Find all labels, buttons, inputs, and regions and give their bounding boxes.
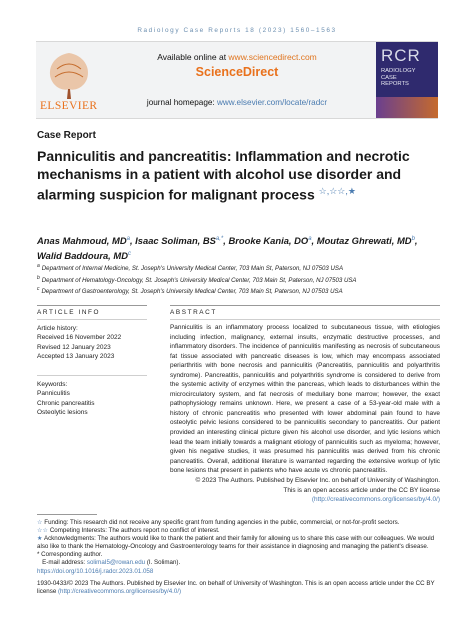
footnote-text: Acknowledgments: The authors would like to thank the patient and their family for allowing us to share this case with our colleagues. We would also like to thank the Hematology-Oncology and Gastroenterology teams for their assistance in diagnosing and managing the patient's disease. [37, 535, 435, 551]
article-type: Case Report [37, 130, 96, 141]
abstract-heading: ABSTRACT [170, 309, 217, 316]
article-title: Panniculitis and pancreatitis: Inflammation and necrotic mechanisms in a patient with alcohol use disorder and alarming suspicion for malignant process [37, 148, 410, 203]
keyword-item: Chronic pancreatitis [37, 399, 95, 407]
abstract-top-rule [170, 305, 440, 306]
keyword-item: Panniculitis [37, 390, 70, 398]
article-history [37, 324, 147, 361]
footnote-mark: ☆ [37, 519, 43, 526]
issn-text: 1930-0433/© 2023 The Authors. Published by Elsevier Inc. on behalf of University of Washington. This is an open access article under the CC BY license [37, 579, 435, 595]
issn-statement [37, 580, 439, 596]
sciencedirect-logo: ScienceDirect [195, 65, 279, 79]
author-name[interactable]: Walid Baddoura, MD [37, 249, 128, 261]
journal-homepage-link[interactable]: www.elsevier.com/locate/radcr [216, 98, 328, 107]
email-label: E-mail address: [42, 559, 87, 567]
corresponding-author-footnote [37, 551, 439, 559]
author-affiliation-mark[interactable]: a [126, 236, 130, 242]
license-link[interactable]: (http://creativecommons.org/licenses/by/4.0/) [311, 496, 440, 503]
affiliation-text: Department of Internal Medicine, St. Joseph's University Medical Center, 703 Main St, Paterson, NJ 07503 USA [41, 265, 344, 273]
article-info-heading: ARTICLE INFO [37, 309, 101, 316]
author-name[interactable]: Isaac Soliman, BS [135, 235, 216, 247]
cover-abbreviation: RCR [381, 46, 421, 65]
affiliation-text: Department of Hematology-Oncology, St. Joseph's University Medical Center, 703 Main St, Paterson, NJ 07503 USA [41, 276, 357, 284]
history-accepted: Accepted 13 January 2023 [37, 352, 115, 360]
keywords-separator-rule [37, 375, 147, 376]
affiliation-item [37, 285, 437, 297]
footnote-separator-rule [37, 514, 97, 515]
acknowledgments-footnote [37, 535, 439, 551]
abstract-heading-rule [170, 319, 440, 320]
affiliation-key: a [37, 263, 40, 269]
affiliation-text: Department of Gastroenterology, St. Joseph's University Medical Center, 703 Main St, Paterson, NJ 07503 USA [41, 288, 343, 296]
author-list: Anas Mahmoud, $MD^a$, Isaac Soliman, $BS^{a,*}$, Brooke Kania, $DO^a$, Moutaz Ghrewati, $MD^b$, Walid Baddoura, $MD^c$ [37, 235, 418, 261]
footnote-text: Funding: This research did not receive any specific grant from funding agencies in the public, commercial, or not-for-profit sectors. [44, 519, 400, 526]
history-received: Received 16 November 2022 [37, 334, 122, 342]
affiliation-list [37, 262, 437, 297]
journal-homepage-label: journal homepage: [146, 98, 217, 107]
footnotes [37, 519, 439, 596]
keyword-item: Osteolytic lesions [37, 408, 88, 416]
author-affiliation-mark[interactable]: b [411, 236, 415, 242]
affiliation-key: c [37, 286, 40, 293]
footnote-mark: ☆☆ [37, 527, 49, 535]
license-line: This is an open access article under the CC BY license [283, 486, 440, 494]
article-history-label: Article history: [37, 325, 78, 332]
keywords-label: Keywords: [37, 381, 68, 388]
abstract-body: Panniculitis is an inflammatory process localized to subcutaneous tissue, with etiologies including infection, malignancy, external insults, enzymatic destructive processes, and inflammatory disorders. The incidence of panniculitis manifesting as necrosis of subcutaneous fat tissue associated with pancreatic diseases is low, which may encompass associated periarthritis with bone necrosis and panniculitis (Pancreatitis, panniculitis and polyarthritis syndrome). Pancreatitis, panniculitis and polyarthritis syndrome is considered to derive from the systemic activity of enzymes within the pancreas, which leads to disturbances within the microcirculatory system, and fat necrosis of medullary bone marrow; however, the exact pathophysiology remains unknown. Here, we present a case of a 53-year-old male with a history of chronic pancreatitis who presented with lower abdominal pain found to have osteolytic pelvic lesions considered to be panniculitis secondary to pancreatitis. Our patient provided an interesting clinical picture given his alcohol use disorder, and lytic lesions which lead the team initially towards a malignant etiology of panniculitis such as myeloma; however, given his negative studies, it was presumed his panniculitis was derived from his chronic pancreatitis. Overall, additional literature is warranted regarding the extensive workup of lytic bone lesions that present in patients who have acute vs chronic pancreatitis. [170, 324, 440, 475]
author-affiliation-mark[interactable]: a,* [215, 236, 224, 242]
affiliation-item [37, 274, 437, 286]
author-name[interactable]: Moutaz Ghrewati, MD [316, 235, 412, 247]
footnote-mark: * [37, 551, 40, 559]
email-suffix: (I. Soliman). [145, 559, 181, 567]
doi-link[interactable]: https://doi.org/10.1016/j.radcr.2023.01.058 [37, 567, 154, 575]
footnote-mark: ★ [37, 535, 43, 543]
available-online-label: Available online at [157, 52, 229, 62]
journal-cover-image [376, 42, 438, 118]
affiliation-key: b [37, 274, 40, 281]
funding-footnote [37, 519, 439, 527]
article-info-top-rule [37, 305, 147, 306]
license-block [170, 476, 440, 505]
cover-title: RADIOLOGY CASE REPORTS [381, 68, 416, 88]
email-footnote [37, 559, 439, 567]
journal-reference: Radiology Case Reports 18 (2023) 1560–1563 [137, 27, 337, 34]
affiliation-item [37, 262, 437, 274]
footnote-text: Corresponding author. [41, 551, 103, 559]
article-title-block [37, 148, 442, 204]
email-link[interactable]: solimaI5@rowan.edu [86, 559, 146, 567]
history-revised: Revised 12 January 2023 [37, 343, 111, 351]
author-name[interactable]: Anas Mahmoud, MD [37, 235, 127, 247]
competing-interests-footnote [37, 527, 439, 535]
elsevier-wordmark: ELSEVIER [40, 100, 98, 112]
author-name[interactable]: Brooke Kania, DO [228, 235, 309, 247]
keywords [37, 380, 147, 417]
title-footnote-marks[interactable]: ☆,☆☆,★ [318, 186, 356, 196]
sciencedirect-link[interactable]: www.sciencedirect.com [228, 52, 317, 62]
footnote-text: Competing Interests: The authors report no conflict of interest. [49, 527, 220, 535]
author-affiliation-mark[interactable]: c [127, 250, 131, 257]
article-info-heading-rule [37, 319, 147, 320]
author-affiliation-mark[interactable]: a [308, 236, 312, 242]
copyright-line: © 2023 The Authors. Published by Elsevier Inc. on behalf of University of Washington. [195, 477, 440, 484]
cover-color-band [376, 97, 438, 118]
issn-license-link[interactable]: (http://creativecommons.org/licenses/by/4.0/) [57, 587, 182, 595]
